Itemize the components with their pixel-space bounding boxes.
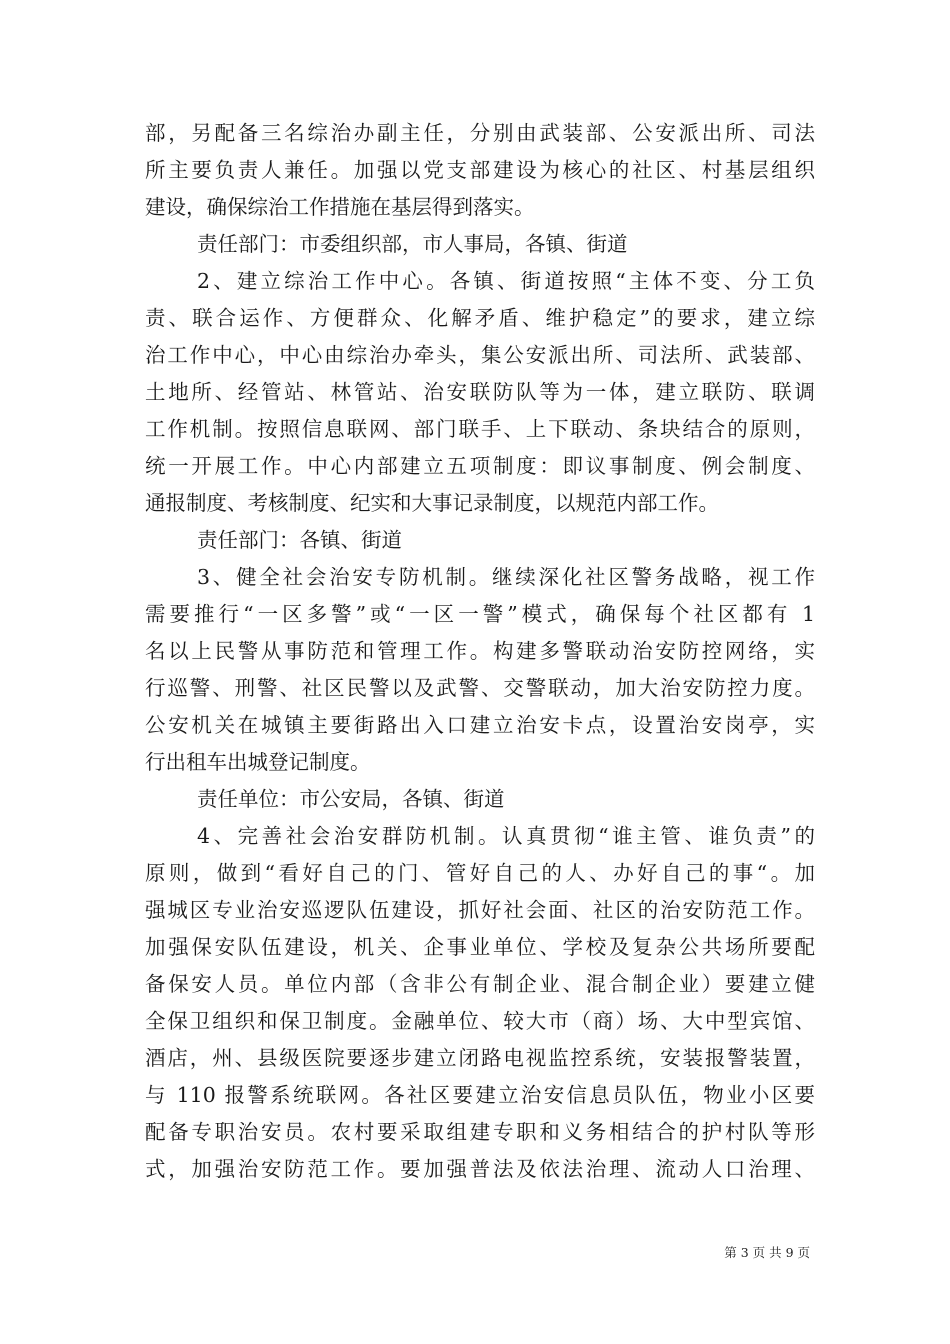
responsibility-line: 责任部门：市委组织部，市人事局，各镇、街道 <box>197 232 628 256</box>
text-line: 部，另配备三名综治办副主任，分别由武装部、公安派出所、司法 <box>145 121 815 145</box>
page-number-footer: 第 3 页 共 9 页 <box>724 1245 810 1260</box>
text-line: 建设，确保综治工作措施在基层得到落实。 <box>145 195 535 219</box>
responsibility-line: 责任单位：市公安局，各镇、街道 <box>197 787 505 811</box>
text-line: 与 110 报警系统联网。各社区要建立治安信息员队伍，物业小区要 <box>145 1083 815 1107</box>
text-line: 原则，做到“看好自己的门、管好自己的人、办好自己的事“。加 <box>145 861 815 885</box>
text-line: 通报制度、考核制度、纪实和大事记录制度，以规范内部工作。 <box>145 491 719 515</box>
text-line: 强城区专业治安巡逻队伍建设，抓好社会面、社区的治安防范工作。 <box>145 898 815 922</box>
text-line: 责、联合运作、方便群众、化解矛盾、维护稳定”的要求，建立综 <box>145 306 815 330</box>
text-line: 需要推行“一区多警”或“一区一警”模式，确保每个社区都有 1 <box>145 602 815 626</box>
section-heading-line: 4、完善社会治安群防机制。认真贯彻“谁主管、谁负责”的 <box>197 824 815 848</box>
text-line: 式，加强治安防范工作。要加强普法及依法治理、流动人口治理、 <box>145 1157 815 1181</box>
section-heading-line: 2、建立综治工作中心。各镇、街道按照“主体不变、分工负 <box>197 269 815 293</box>
text-line: 公安机关在城镇主要街路出入口建立治安卡点，设置治安岗亭，实 <box>145 713 815 737</box>
text-line: 治工作中心，中心由综治办牵头，集公安派出所、司法所、武装部、 <box>145 343 815 367</box>
section-heading-line: 3、健全社会治安专防机制。继续深化社区警务战略，视工作 <box>197 565 815 589</box>
text-line: 行巡警、刑警、社区民警以及武警、交警联动，加大治安防控力度。 <box>145 676 815 700</box>
text-line: 备保安人员。单位内部（含非公有制企业、混合制企业）要建立健 <box>145 972 815 996</box>
text-line: 统一开展工作。中心内部建立五项制度：即议事制度、例会制度、 <box>145 454 815 478</box>
text-line: 酒店，州、县级医院要逐步建立闭路电视监控系统，安装报警装置， <box>145 1046 815 1070</box>
text-line: 所主要负责人兼任。加强以党支部建设为核心的社区、村基层组织 <box>145 158 815 182</box>
responsibility-line: 责任部门：各镇、街道 <box>197 528 402 552</box>
text-line: 加强保安队伍建设，机关、企事业单位、学校及复杂公共场所要配 <box>145 935 815 959</box>
text-line: 行出租车出城登记制度。 <box>145 750 371 774</box>
text-line: 土地所、经管站、林管站、治安联防队等为一体，建立联防、联调 <box>145 380 815 404</box>
text-line: 配备专职治安员。农村要采取组建专职和义务相结合的护村队等形 <box>145 1120 815 1144</box>
text-line: 工作机制。按照信息联网、部门联手、上下联动、条块结合的原则， <box>145 417 815 441</box>
text-line: 全保卫组织和保卫制度。金融单位、较大市（商）场、大中型宾馆、 <box>145 1009 815 1033</box>
text-line: 名以上民警从事防范和管理工作。构建多警联动治安防控网络，实 <box>145 639 815 663</box>
